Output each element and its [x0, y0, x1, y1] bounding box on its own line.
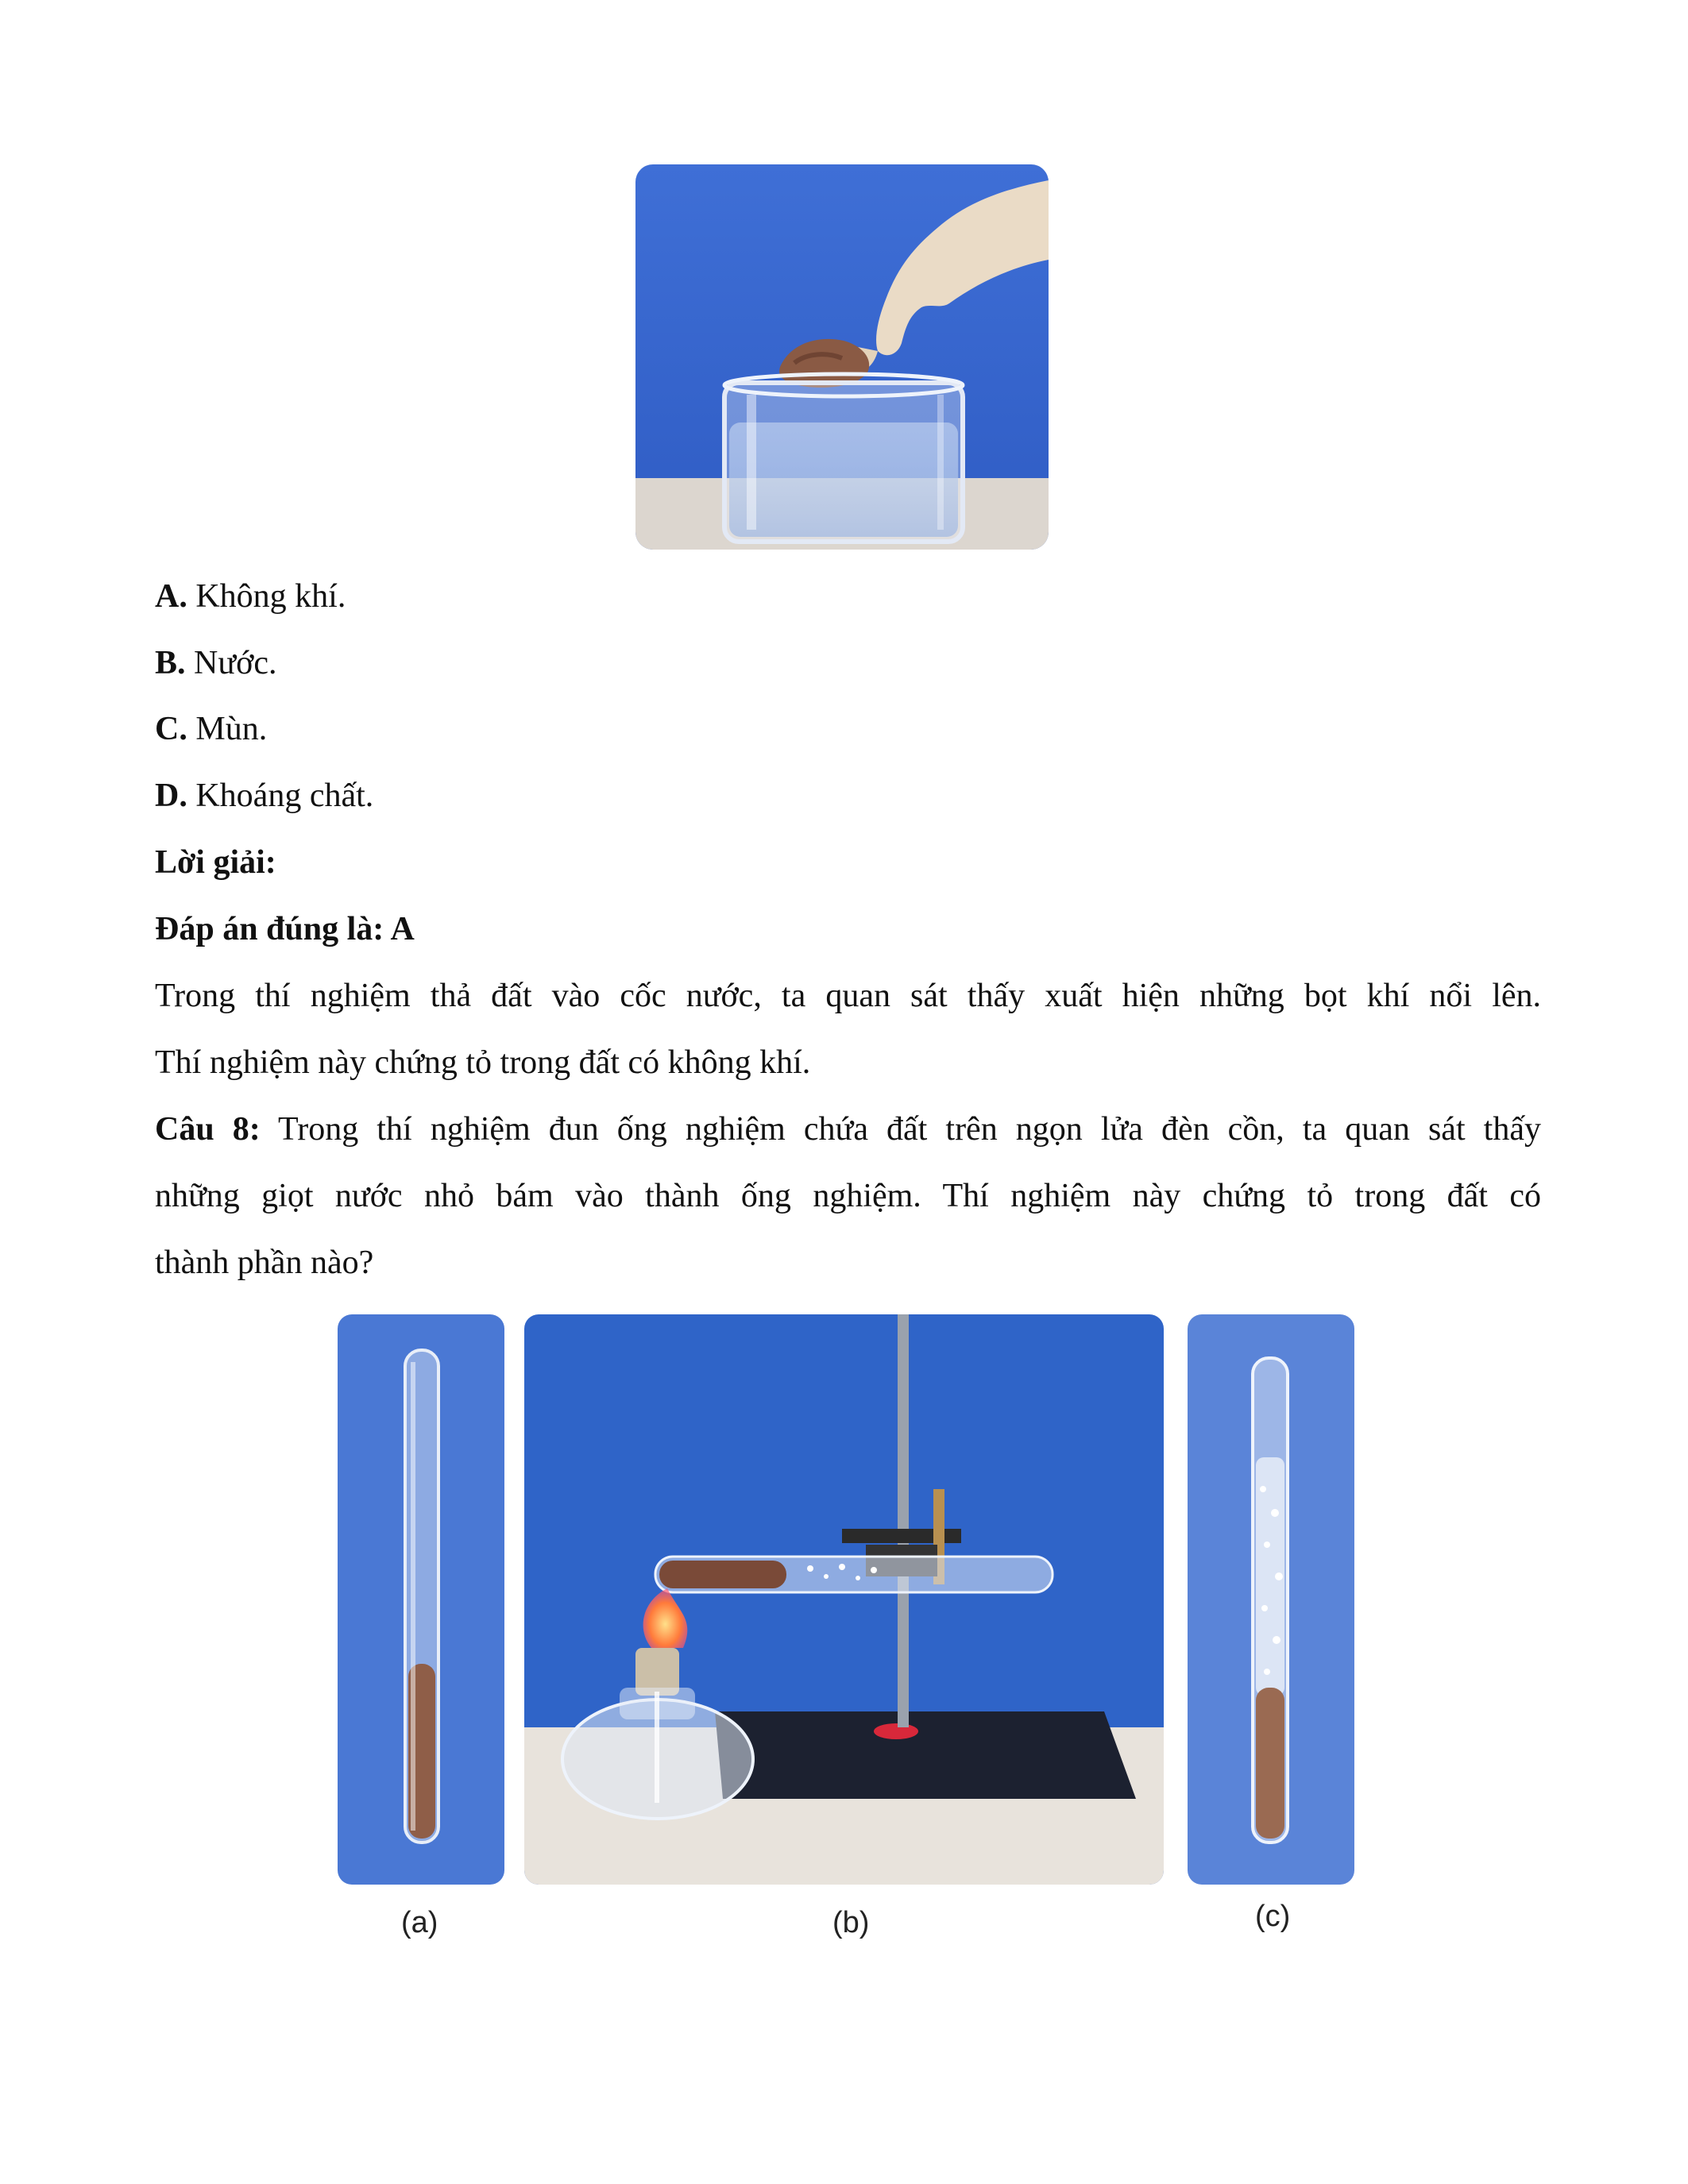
solution-heading: Lời giải: [155, 844, 276, 881]
question8-line: Câu 8: Trong thí nghiệm đun ống nghiệm chứa đất trên ngọn lửa đèn cồn, ta quan sát thấy [155, 1111, 1541, 1148]
answer-line: Đáp án đúng là: A [155, 911, 415, 947]
question8-line: thành phần nào? [155, 1244, 374, 1281]
option-b [155, 644, 1541, 682]
explanation-line: Trong thí nghiệm thả đất vào cốc nước, ta quan sát thấy xuất hiện những bọt khí nổi lên. [155, 978, 1541, 1014]
explanation-line: Thí nghiệm này chứng tỏ trong đất có không khí. [155, 1044, 811, 1081]
glass-soil-experiment-photo [635, 164, 1049, 550]
option-letter: B. [155, 645, 186, 681]
question8-line: những giọt nước nhỏ bám vào thành ống nghiệm. Thí nghiệm này chứng tỏ trong đất có [155, 1178, 1541, 1214]
figure-caption-b: (b) [832, 1906, 870, 1939]
option-text: Không khí. [187, 578, 346, 615]
option-a [155, 577, 1541, 615]
option-letter: C. [155, 711, 187, 747]
test-tube-a-photo [338, 1314, 504, 1885]
option-text: Nước. [185, 645, 277, 681]
figure-caption-c: (c) [1255, 1900, 1291, 1933]
option-text: Mùn. [187, 711, 268, 747]
option-d [155, 777, 1541, 815]
option-letter: D. [155, 778, 187, 814]
figure-caption-a: (a) [401, 1906, 438, 1939]
question-label: Câu 8: [155, 1111, 261, 1148]
option-c [155, 710, 1541, 748]
option-letter: A. [155, 578, 187, 615]
test-tube-c-photo [1188, 1314, 1354, 1885]
option-text: Khoáng chất. [187, 778, 374, 814]
heating-experiment-photo [524, 1314, 1164, 1885]
